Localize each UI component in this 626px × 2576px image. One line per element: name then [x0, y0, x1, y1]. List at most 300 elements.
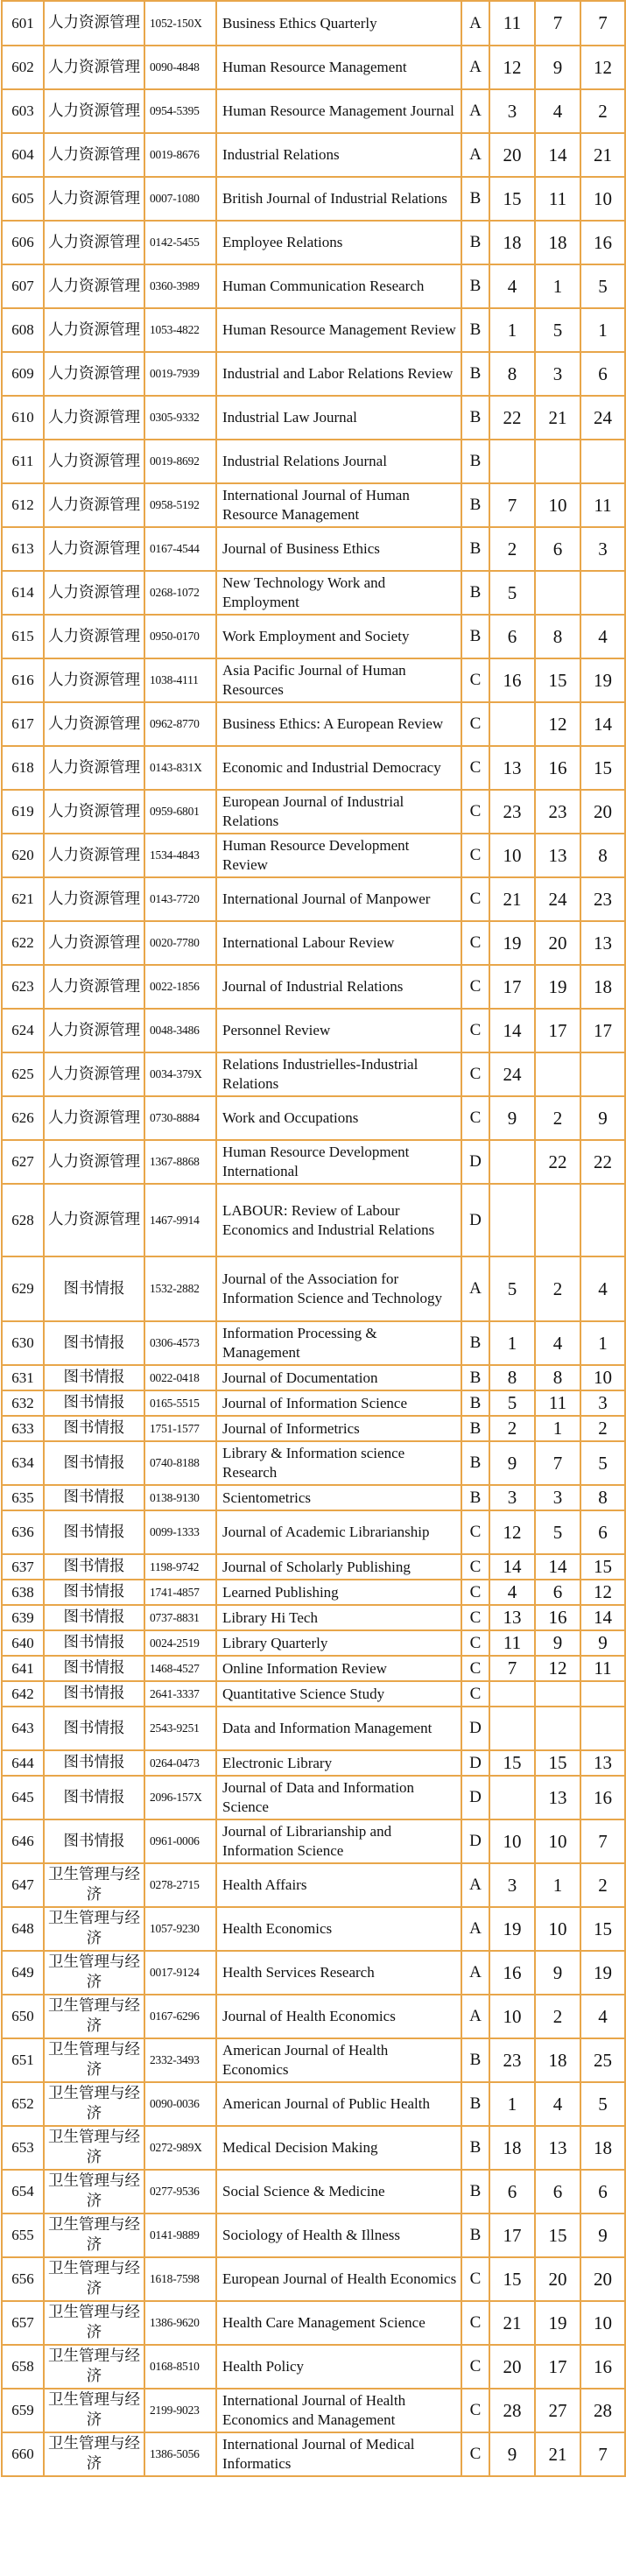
- table-row: [2, 746, 625, 790]
- journal-title-cell: Journal of Informetrics: [216, 1416, 461, 1441]
- grade-cell: D: [461, 1750, 489, 1776]
- count-1-cell: 20: [489, 133, 535, 177]
- count-2-cell: 2: [535, 1096, 580, 1140]
- count-3-cell: 21: [580, 133, 625, 177]
- grade-cell: C: [461, 1630, 489, 1656]
- journal-title-cell: British Journal of Industrial Relations: [216, 177, 461, 221]
- count-1-cell: 17: [489, 965, 535, 1009]
- journal-title-cell: Health Economics: [216, 1907, 461, 1951]
- department-cell: 卫生管理与经济: [44, 2038, 144, 2082]
- count-2-cell: 15: [535, 1750, 580, 1776]
- count-1-cell: 7: [489, 483, 535, 527]
- department-cell: 人力资源管理: [44, 133, 144, 177]
- journal-title-cell: Industrial Relations: [216, 133, 461, 177]
- grade-cell: B: [461, 2038, 489, 2082]
- issn-cell: 0142-5455: [144, 221, 216, 264]
- grade-cell: C: [461, 1580, 489, 1605]
- table-row: [2, 440, 625, 483]
- row-number: 618: [2, 746, 44, 790]
- issn-cell: 1741-4857: [144, 1580, 216, 1605]
- table-row: [2, 1951, 625, 1995]
- count-3-cell: 1: [580, 1321, 625, 1365]
- grade-cell: C: [461, 2432, 489, 2476]
- journal-title-cell: Quantitative Science Study: [216, 1681, 461, 1707]
- count-1-cell: 10: [489, 834, 535, 877]
- count-2-cell: 5: [535, 308, 580, 352]
- table-row: [2, 1707, 625, 1750]
- count-1-cell: 17: [489, 2214, 535, 2257]
- table-row: [2, 2214, 625, 2257]
- journal-title-cell: Journal of Academic Librarianship: [216, 1510, 461, 1554]
- department-cell: 人力资源管理: [44, 921, 144, 965]
- grade-cell: B: [461, 2170, 489, 2214]
- table-row: [2, 1681, 625, 1707]
- count-3-cell: 4: [580, 1995, 625, 2038]
- issn-cell: 0099-1333: [144, 1510, 216, 1554]
- journal-title-cell: Human Resource Management Review: [216, 308, 461, 352]
- issn-cell: 0165-5515: [144, 1390, 216, 1416]
- count-2-cell: 15: [535, 2214, 580, 2257]
- count-3-cell: 8: [580, 834, 625, 877]
- issn-cell: 1534-4843: [144, 834, 216, 877]
- row-number: 608: [2, 308, 44, 352]
- row-number: 617: [2, 702, 44, 746]
- row-number: 626: [2, 1096, 44, 1140]
- row-number: 648: [2, 1907, 44, 1951]
- count-2-cell: 17: [535, 2345, 580, 2389]
- journal-title-cell: Journal of Business Ethics: [216, 527, 461, 571]
- row-number: 630: [2, 1321, 44, 1365]
- journal-title-cell: European Journal of Industrial Relations: [216, 790, 461, 834]
- count-3-cell: 8: [580, 1485, 625, 1510]
- journal-title-cell: Industrial and Labor Relations Review: [216, 352, 461, 396]
- table-row: [2, 571, 625, 615]
- issn-cell: 0167-4544: [144, 527, 216, 571]
- department-cell: 卫生管理与经济: [44, 2345, 144, 2389]
- count-3-cell: 16: [580, 2345, 625, 2389]
- journal-title-cell: Work Employment and Society: [216, 615, 461, 658]
- issn-cell: 0090-4848: [144, 46, 216, 89]
- grade-cell: A: [461, 89, 489, 133]
- count-2-cell: 18: [535, 221, 580, 264]
- count-1-cell: 9: [489, 1096, 535, 1140]
- issn-cell: 0740-8188: [144, 1441, 216, 1485]
- count-1-cell: [489, 1776, 535, 1819]
- count-3-cell: 3: [580, 1390, 625, 1416]
- journal-title-cell: Information Processing & Management: [216, 1321, 461, 1365]
- issn-cell: 0167-6296: [144, 1995, 216, 2038]
- grade-cell: B: [461, 352, 489, 396]
- count-3-cell: 12: [580, 46, 625, 89]
- grade-cell: B: [461, 221, 489, 264]
- count-2-cell: 9: [535, 46, 580, 89]
- journal-title-cell: Journal of Health Economics: [216, 1995, 461, 2038]
- issn-cell: 2096-157X: [144, 1776, 216, 1819]
- grade-cell: A: [461, 133, 489, 177]
- grade-cell: A: [461, 1907, 489, 1951]
- row-number: 612: [2, 483, 44, 527]
- table-row: [2, 1441, 625, 1485]
- journal-ranking-table: [1, 0, 626, 2477]
- count-3-cell: 19: [580, 1951, 625, 1995]
- grade-cell: B: [461, 440, 489, 483]
- count-1-cell: 4: [489, 264, 535, 308]
- row-number: 633: [2, 1416, 44, 1441]
- row-number: 635: [2, 1485, 44, 1510]
- department-cell: 人力资源管理: [44, 308, 144, 352]
- row-number: 650: [2, 1995, 44, 2038]
- count-2-cell: 22: [535, 1140, 580, 1184]
- count-1-cell: 23: [489, 790, 535, 834]
- count-3-cell: 2: [580, 89, 625, 133]
- table-row: [2, 221, 625, 264]
- table-row: [2, 1995, 625, 2038]
- journal-title-cell: Library & Information science Research: [216, 1441, 461, 1485]
- table-row: [2, 1656, 625, 1681]
- row-number: 611: [2, 440, 44, 483]
- row-number: 620: [2, 834, 44, 877]
- table-row: [2, 1819, 625, 1863]
- grade-cell: C: [461, 702, 489, 746]
- row-number: 623: [2, 965, 44, 1009]
- grade-cell: C: [461, 1605, 489, 1630]
- department-cell: 图书情报: [44, 1776, 144, 1819]
- grade-cell: C: [461, 1681, 489, 1707]
- department-cell: 图书情报: [44, 1510, 144, 1554]
- count-1-cell: 3: [489, 1863, 535, 1907]
- department-cell: 图书情报: [44, 1390, 144, 1416]
- count-3-cell: 18: [580, 965, 625, 1009]
- count-2-cell: 6: [535, 2170, 580, 2214]
- count-1-cell: 2: [489, 1416, 535, 1441]
- grade-cell: B: [461, 1321, 489, 1365]
- count-3-cell: 1: [580, 308, 625, 352]
- row-number: 615: [2, 615, 44, 658]
- department-cell: 人力资源管理: [44, 1052, 144, 1096]
- row-number: 606: [2, 221, 44, 264]
- count-1-cell: 14: [489, 1554, 535, 1580]
- journal-title-cell: International Journal of Medical Informatics: [216, 2432, 461, 2476]
- journal-title-cell: Journal of Information Science: [216, 1390, 461, 1416]
- department-cell: 卫生管理与经济: [44, 2432, 144, 2476]
- row-number: 625: [2, 1052, 44, 1096]
- table-row: [2, 2082, 625, 2126]
- count-2-cell: 7: [535, 1, 580, 46]
- count-3-cell: 5: [580, 2082, 625, 2126]
- journal-title-cell: Data and Information Management: [216, 1707, 461, 1750]
- count-1-cell: [489, 1140, 535, 1184]
- department-cell: 图书情报: [44, 1681, 144, 1707]
- count-2-cell: 6: [535, 1580, 580, 1605]
- issn-cell: 0305-9332: [144, 396, 216, 440]
- department-cell: 卫生管理与经济: [44, 1995, 144, 2038]
- department-cell: 卫生管理与经济: [44, 2126, 144, 2170]
- journal-title-cell: Personnel Review: [216, 1009, 461, 1052]
- department-cell: 图书情报: [44, 1441, 144, 1485]
- table-row: [2, 1580, 625, 1605]
- grade-cell: A: [461, 1256, 489, 1321]
- count-2-cell: 5: [535, 1510, 580, 1554]
- grade-cell: D: [461, 1140, 489, 1184]
- count-1-cell: 14: [489, 1009, 535, 1052]
- journal-title-cell: Business Ethics Quarterly: [216, 1, 461, 46]
- count-1-cell: 1: [489, 1321, 535, 1365]
- count-3-cell: 22: [580, 1140, 625, 1184]
- table-row: [2, 702, 625, 746]
- department-cell: 图书情报: [44, 1321, 144, 1365]
- count-1-cell: 9: [489, 1441, 535, 1485]
- table-row: [2, 1776, 625, 1819]
- count-3-cell: 2: [580, 1863, 625, 1907]
- issn-cell: 1367-8868: [144, 1140, 216, 1184]
- table-row: [2, 177, 625, 221]
- department-cell: 人力资源管理: [44, 615, 144, 658]
- count-3-cell: 9: [580, 1096, 625, 1140]
- issn-cell: 0961-0006: [144, 1819, 216, 1863]
- count-3-cell: 5: [580, 264, 625, 308]
- grade-cell: C: [461, 1009, 489, 1052]
- count-1-cell: 18: [489, 221, 535, 264]
- table-row: [2, 1096, 625, 1140]
- journal-title-cell: Journal of Scholarly Publishing: [216, 1554, 461, 1580]
- grade-cell: C: [461, 965, 489, 1009]
- count-2-cell: 1: [535, 1863, 580, 1907]
- count-1-cell: 1: [489, 308, 535, 352]
- count-2-cell: 12: [535, 702, 580, 746]
- count-2-cell: 14: [535, 133, 580, 177]
- count-2-cell: 15: [535, 658, 580, 702]
- issn-cell: 1618-7598: [144, 2257, 216, 2301]
- grade-cell: B: [461, 527, 489, 571]
- count-1-cell: 15: [489, 2257, 535, 2301]
- count-3-cell: 7: [580, 1819, 625, 1863]
- grade-cell: B: [461, 396, 489, 440]
- department-cell: 人力资源管理: [44, 1184, 144, 1256]
- row-number: 634: [2, 1441, 44, 1485]
- count-3-cell: 12: [580, 1580, 625, 1605]
- count-1-cell: 15: [489, 1750, 535, 1776]
- issn-cell: 0019-8676: [144, 133, 216, 177]
- grade-cell: C: [461, 1656, 489, 1681]
- count-3-cell: [580, 1707, 625, 1750]
- count-1-cell: 11: [489, 1, 535, 46]
- department-cell: 人力资源管理: [44, 571, 144, 615]
- count-2-cell: [535, 440, 580, 483]
- count-1-cell: 21: [489, 2301, 535, 2345]
- journal-title-cell: Online Information Review: [216, 1656, 461, 1681]
- issn-cell: 0268-1072: [144, 571, 216, 615]
- department-cell: 人力资源管理: [44, 46, 144, 89]
- journal-title-cell: Journal of Data and Information Science: [216, 1776, 461, 1819]
- issn-cell: 0022-0418: [144, 1365, 216, 1390]
- department-cell: 图书情报: [44, 1365, 144, 1390]
- department-cell: 卫生管理与经济: [44, 1863, 144, 1907]
- count-2-cell: 1: [535, 1416, 580, 1441]
- journal-title-cell: Medical Decision Making: [216, 2126, 461, 2170]
- department-cell: 人力资源管理: [44, 746, 144, 790]
- journal-title-cell: Human Communication Research: [216, 264, 461, 308]
- count-3-cell: [580, 440, 625, 483]
- count-2-cell: 1: [535, 264, 580, 308]
- issn-cell: 1386-9620: [144, 2301, 216, 2345]
- issn-cell: 2641-3337: [144, 1681, 216, 1707]
- row-number: 655: [2, 2214, 44, 2257]
- count-3-cell: 10: [580, 1365, 625, 1390]
- row-number: 602: [2, 46, 44, 89]
- row-number: 644: [2, 1750, 44, 1776]
- count-1-cell: 13: [489, 1605, 535, 1630]
- count-2-cell: 20: [535, 2257, 580, 2301]
- department-cell: 人力资源管理: [44, 352, 144, 396]
- department-cell: 人力资源管理: [44, 834, 144, 877]
- grade-cell: B: [461, 264, 489, 308]
- table-row: [2, 658, 625, 702]
- grade-cell: C: [461, 746, 489, 790]
- count-2-cell: 13: [535, 2126, 580, 2170]
- department-cell: 人力资源管理: [44, 965, 144, 1009]
- issn-cell: 0141-9889: [144, 2214, 216, 2257]
- count-3-cell: 23: [580, 877, 625, 921]
- count-2-cell: 27: [535, 2389, 580, 2432]
- count-3-cell: 13: [580, 1750, 625, 1776]
- grade-cell: C: [461, 2389, 489, 2432]
- table-row: [2, 921, 625, 965]
- journal-title-cell: Health Care Management Science: [216, 2301, 461, 2345]
- issn-cell: 0022-1856: [144, 965, 216, 1009]
- table-row: [2, 2389, 625, 2432]
- row-number: 637: [2, 1554, 44, 1580]
- table-row: [2, 1863, 625, 1907]
- grade-cell: A: [461, 1, 489, 46]
- issn-cell: 0017-9124: [144, 1951, 216, 1995]
- table-row: [2, 2170, 625, 2214]
- grade-cell: A: [461, 1951, 489, 1995]
- table-row: [2, 2038, 625, 2082]
- issn-cell: 1751-1577: [144, 1416, 216, 1441]
- issn-cell: 1532-2882: [144, 1256, 216, 1321]
- count-1-cell: 4: [489, 1580, 535, 1605]
- count-3-cell: 14: [580, 702, 625, 746]
- count-3-cell: 3: [580, 527, 625, 571]
- journal-title-cell: Industrial Relations Journal: [216, 440, 461, 483]
- count-3-cell: [580, 571, 625, 615]
- count-3-cell: 9: [580, 1630, 625, 1656]
- department-cell: 卫生管理与经济: [44, 2170, 144, 2214]
- row-number: 649: [2, 1951, 44, 1995]
- grade-cell: B: [461, 1390, 489, 1416]
- journal-title-cell: Electronic Library: [216, 1750, 461, 1776]
- table-row: [2, 2432, 625, 2476]
- count-1-cell: 23: [489, 2038, 535, 2082]
- count-2-cell: [535, 1184, 580, 1256]
- issn-cell: 1038-4111: [144, 658, 216, 702]
- count-2-cell: [535, 1681, 580, 1707]
- grade-cell: C: [461, 1554, 489, 1580]
- count-2-cell: 23: [535, 790, 580, 834]
- count-2-cell: 13: [535, 834, 580, 877]
- table-row: [2, 1256, 625, 1321]
- table-row: [2, 2257, 625, 2301]
- count-1-cell: 1: [489, 2082, 535, 2126]
- count-3-cell: 7: [580, 1, 625, 46]
- count-3-cell: 2: [580, 1416, 625, 1441]
- count-3-cell: 16: [580, 221, 625, 264]
- count-2-cell: 10: [535, 1819, 580, 1863]
- table-row: [2, 308, 625, 352]
- count-3-cell: [580, 1052, 625, 1096]
- grade-cell: C: [461, 2301, 489, 2345]
- department-cell: 图书情报: [44, 1256, 144, 1321]
- count-3-cell: 10: [580, 2301, 625, 2345]
- count-1-cell: 12: [489, 46, 535, 89]
- department-cell: 人力资源管理: [44, 1009, 144, 1052]
- journal-title-cell: Relations Industrielles-Industrial Relations: [216, 1052, 461, 1096]
- count-2-cell: 9: [535, 1630, 580, 1656]
- count-1-cell: 15: [489, 177, 535, 221]
- count-3-cell: 28: [580, 2389, 625, 2432]
- issn-cell: 1052-150X: [144, 1, 216, 46]
- issn-cell: 0272-989X: [144, 2126, 216, 2170]
- count-1-cell: 19: [489, 1907, 535, 1951]
- row-number: 652: [2, 2082, 44, 2126]
- row-number: 653: [2, 2126, 44, 2170]
- table-row: [2, 527, 625, 571]
- department-cell: 卫生管理与经济: [44, 2214, 144, 2257]
- journal-title-cell: New Technology Work and Employment: [216, 571, 461, 615]
- table-row: [2, 89, 625, 133]
- count-3-cell: 7: [580, 2432, 625, 2476]
- department-cell: 人力资源管理: [44, 702, 144, 746]
- department-cell: 图书情报: [44, 1707, 144, 1750]
- issn-cell: 0360-3989: [144, 264, 216, 308]
- grade-cell: C: [461, 1096, 489, 1140]
- count-2-cell: [535, 1707, 580, 1750]
- row-number: 624: [2, 1009, 44, 1052]
- grade-cell: C: [461, 921, 489, 965]
- count-2-cell: [535, 1052, 580, 1096]
- department-cell: 人力资源管理: [44, 396, 144, 440]
- journal-title-cell: Learned Publishing: [216, 1580, 461, 1605]
- department-cell: 人力资源管理: [44, 221, 144, 264]
- issn-cell: 0048-3486: [144, 1009, 216, 1052]
- journal-title-cell: European Journal of Health Economics: [216, 2257, 461, 2301]
- department-cell: 卫生管理与经济: [44, 2301, 144, 2345]
- journal-title-cell: Journal of Librarianship and Information Science: [216, 1819, 461, 1863]
- count-1-cell: 5: [489, 1390, 535, 1416]
- count-3-cell: 5: [580, 1441, 625, 1485]
- count-3-cell: 9: [580, 2214, 625, 2257]
- count-2-cell: 4: [535, 2082, 580, 2126]
- count-3-cell: 14: [580, 1605, 625, 1630]
- row-number: 646: [2, 1819, 44, 1863]
- department-cell: 人力资源管理: [44, 527, 144, 571]
- journal-title-cell: International Labour Review: [216, 921, 461, 965]
- grade-cell: A: [461, 1863, 489, 1907]
- table-row: [2, 46, 625, 89]
- table-row: [2, 2126, 625, 2170]
- journal-title-cell: International Journal of Manpower: [216, 877, 461, 921]
- issn-cell: 0020-7780: [144, 921, 216, 965]
- grade-cell: B: [461, 2214, 489, 2257]
- issn-cell: 0959-6801: [144, 790, 216, 834]
- journal-title-cell: Human Resource Management: [216, 46, 461, 89]
- count-3-cell: 11: [580, 483, 625, 527]
- count-1-cell: 10: [489, 1819, 535, 1863]
- issn-cell: 2543-9251: [144, 1707, 216, 1750]
- department-cell: 图书情报: [44, 1485, 144, 1510]
- table-row: [2, 1321, 625, 1365]
- count-2-cell: 21: [535, 2432, 580, 2476]
